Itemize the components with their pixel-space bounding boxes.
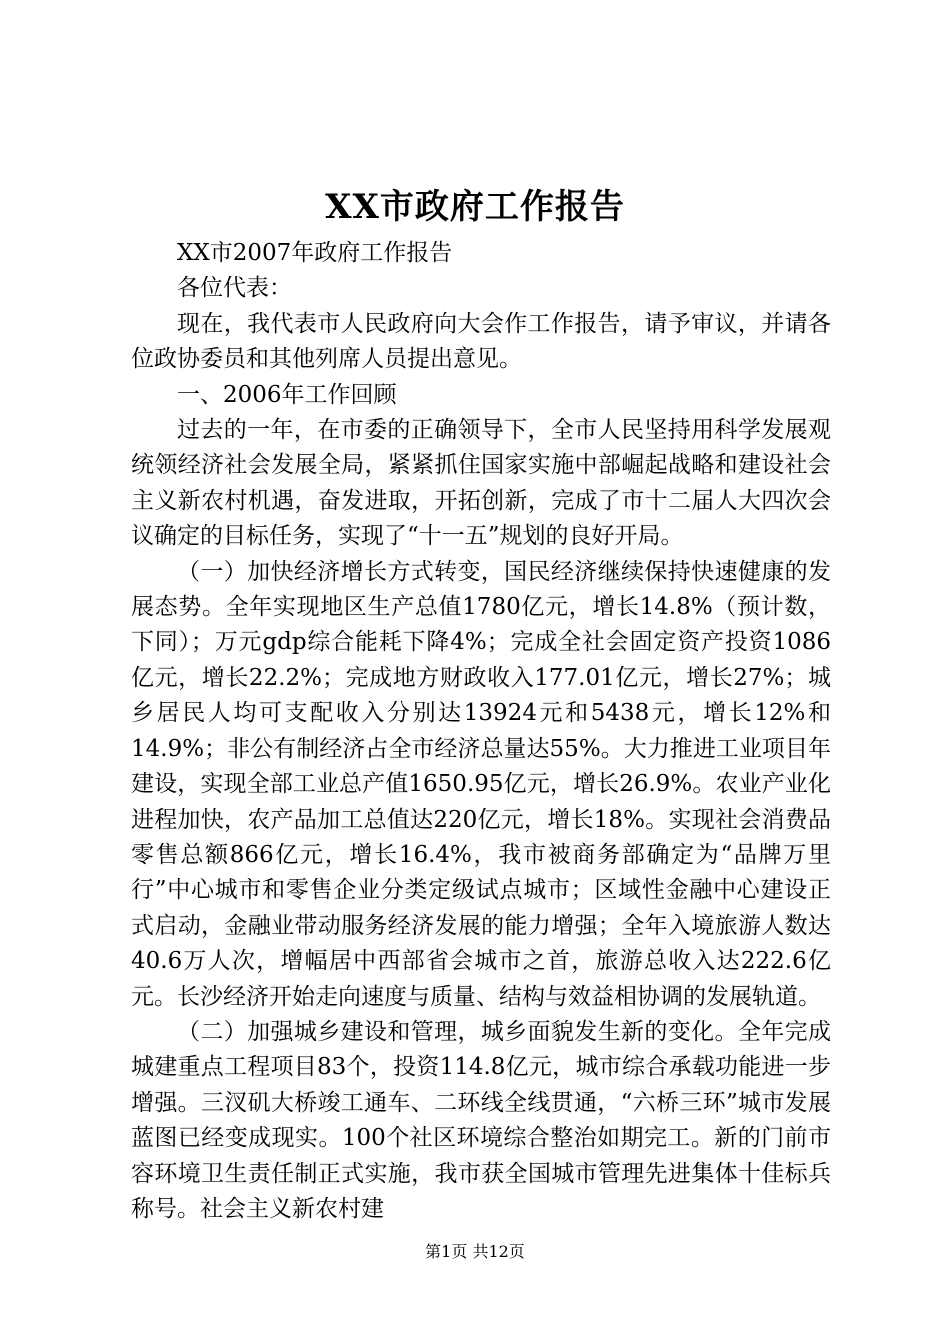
report-subtitle: XX市2007年政府工作报告 [177,240,453,266]
page-number-footer: 第1页 共12页 [425,1242,525,1261]
body-paragraph: （一）加快经济增长方式转变，国民经济继续保持快速健康的发展态势。全年实现地区生产总值1780亿元，增长14.8%（预计数，下同）；万元gdp综合能耗下降4%；完成全社会固定资产投资1086亿元，增长22.2%；完成地方财政收入177.01亿元，增长27%；城乡居民人均可支配收入分别达13924元和5438元，增长12%和14.9%；非公有制经济占全市经济总量达55%。大力推进工业项目年建设，实现全部工业总产值1650.95亿元，增长26.9%。农业产业化进程加快，农产品加工总值达220亿元，增长18%。实现社会消费品零售总额866亿元，增长16.4%，我市被商务部确定为“品牌万里行”中心城市和零售企业分类定级试点城市；区域性金融中心建设正式启动，金融业带动服务经济发展的能力增强；全年入境旅游人数达40.6万人次，增幅居中西部省会城市之首，旅游总收入达222.6亿元。长沙经济开始走向速度与质量、结构与效益相协调的发展轨道。 [131,558,831,1010]
body-paragraph: 现在，我代表市人民政府向大会作工作报告，请予审议，并请各位政协委员和其他列席人员提出意见。 [131,310,831,373]
body-paragraph: 过去的一年，在市委的正确领导下，全市人民坚持用科学发展观统领经济社会发展全局，紧紧抓住国家实施中部崛起战略和建设社会主义新农村机遇，奋发进取，开拓创新，完成了市十二届人大四次会议确定的目标任务，实现了“十一五”规划的良好开局。 [131,417,831,550]
section-heading: 一、2006年工作回顾 [177,381,397,408]
salutation: 各位代表： [177,275,292,302]
document-body [131,236,831,1227]
document-title: XX市政府工作报告 [325,187,625,227]
body-paragraph: （二）加强城乡建设和管理，城乡面貌发生新的变化。全年完成城建重点工程项目83个，投资114.8亿元，城市综合承载功能进一步增强。三汊矶大桥竣工通车、二环线全线贯通，“六桥三环”城市发展蓝图已经变成现实。100个社区环境综合整治如期完工。新的门前市容环境卫生责任制正式实施，我市获全国城市管理先进集体十佳标兵称号。社会主义新农村建 [131,1018,831,1222]
